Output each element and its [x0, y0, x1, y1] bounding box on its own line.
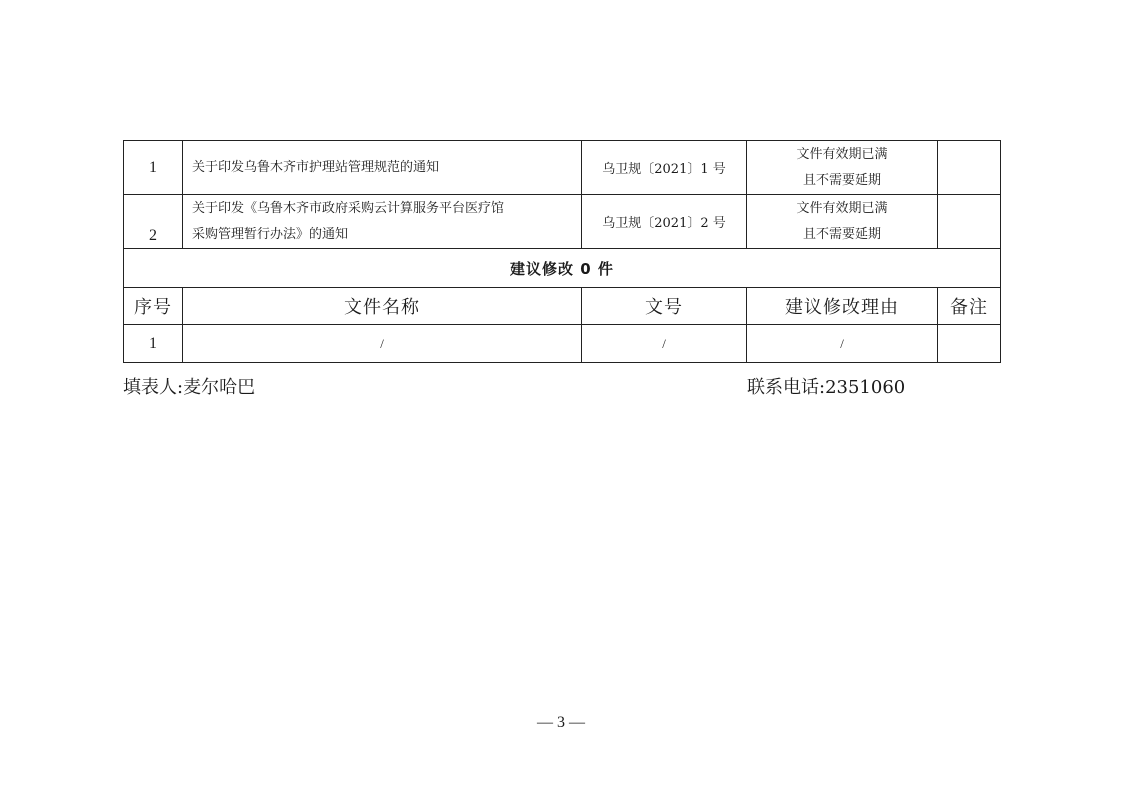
reason-line: 且不需要延期 [802, 172, 881, 188]
header-number: 序号 [124, 288, 183, 325]
remark [938, 195, 1001, 249]
file-name [183, 141, 582, 195]
reason-line: 文件有效期已满 [796, 200, 888, 216]
reason-line: 且不需要延期 [802, 226, 881, 242]
file-review-table [123, 140, 1001, 363]
document-number: 乌卫规〔2021〕2 号 [582, 195, 747, 249]
reason: / [747, 325, 938, 363]
contact-phone: 联系电话:2351060 [747, 377, 906, 398]
row-number: 2 [124, 195, 183, 249]
table-row [124, 141, 1001, 195]
row-number: 1 [124, 141, 183, 195]
reason [747, 141, 938, 195]
header-reason: 建议修改理由 [747, 288, 938, 325]
row-number: 1 [124, 325, 183, 363]
remark [938, 141, 1001, 195]
table-row [124, 195, 1001, 249]
reason [747, 195, 938, 249]
file-name-line: 关于印发乌鲁木齐市护理站管理规范的通知 [192, 159, 440, 175]
header-remark: 备注 [938, 288, 1001, 325]
section-title: 建议修改 0 件 [124, 249, 1001, 288]
remark [938, 325, 1001, 363]
section-title-row [124, 249, 1001, 288]
header-document-number: 文号 [582, 288, 747, 325]
table-header-row [124, 288, 1001, 325]
file-name-line: 采购管理暂行办法》的通知 [192, 226, 349, 242]
table-row [124, 325, 1001, 363]
file-name: / [183, 325, 582, 363]
file-name [183, 195, 582, 249]
reason-line: 文件有效期已满 [796, 146, 888, 162]
page-number: — 3 — [537, 714, 585, 731]
file-name-line: 关于印发《乌鲁木齐市政府采购云计算服务平台医疗馆 [192, 200, 505, 216]
filler-name: 填表人:麦尔哈巴 [123, 377, 256, 398]
header-file-name: 文件名称 [183, 288, 582, 325]
document-number: 乌卫规〔2021〕1 号 [582, 141, 747, 195]
document-number: / [582, 325, 747, 363]
